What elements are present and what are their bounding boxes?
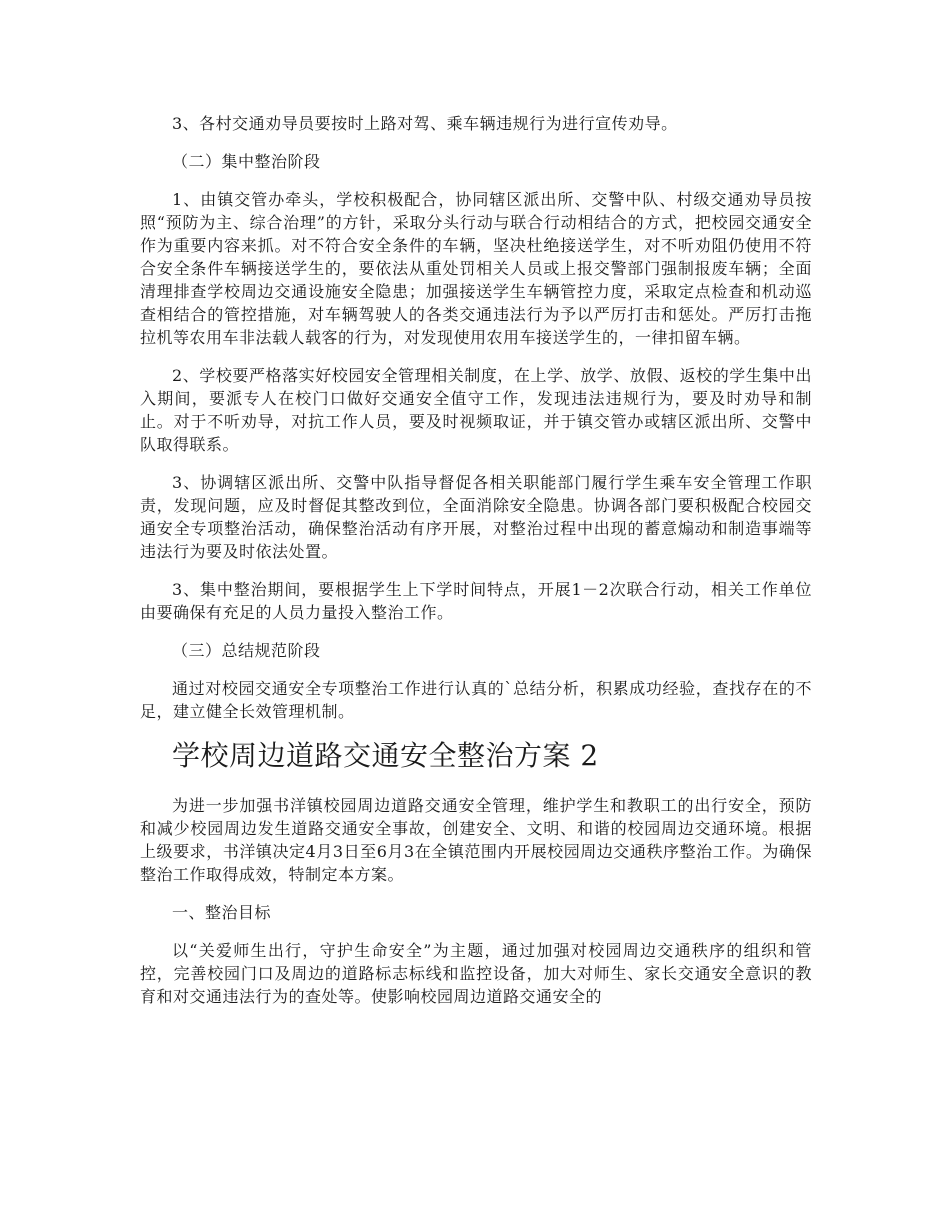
paragraph: 通过对校园交通安全专项整治工作进行认真的`总结分析，积累成功经验，查找存在的不足，建立健全长效管理机制。 <box>140 679 812 721</box>
paragraph: 3、各村交通劝导员要按时上路对驾、乘车辆违规行为进行宣传劝导。 <box>172 114 678 133</box>
paragraph: 为进一步加强书洋镇校园周边道路交通安全管理，维护学生和教职工的出行安全，预防和减少校园周边发生道路交通安全事故，创建安全、文明、和谐的校园周边交通环境。根据上级要求，书洋镇决定4月3日至6月3在全镇范围内开展校园周边交通秩序整治工作。为确保整治工作取得成效，特制定本方案。 <box>140 796 812 884</box>
subheading-stage-3: （三）总结规范阶段 <box>172 641 321 660</box>
paragraph: 以“关爱师生出行，守护生命安全”为主题，通过加强对校园周边交通秩序的组织和管控，完善校园门口及周边的道路标志标线和监控设备，加大对师生、家长交通安全意识的教育和对交通违法行为的查处等。使影响校园周边道路交通安全的 <box>140 941 812 1006</box>
paragraph: 3、集中整治期间，要根据学生上下学时间特点，开展1－2次联合行动，相关工作单位由要确保有充足的人员力量投入整治工作。 <box>140 580 812 622</box>
paragraph: 3、协调辖区派出所、交警中队指导督促各相关职能部门履行学生乘车安全管理工作职责，发现问题，应及时督促其整改到位，全面消除安全隐患。协调各部门要积极配合校园交通安全专项整治活动，确保整治活动有序开展，对整治过程中出现的蓄意煽动和制造事端等违法行为要及时依法处置。 <box>140 473 812 561</box>
subheading-stage-2: （二）集中整治阶段 <box>172 152 321 171</box>
document-body <box>140 112 812 1023</box>
paragraph: 2、学校要严格落实好校园安全管理相关制度，在上学、放学、放假、返校的学生集中出入期间，要派专人在校门口做好交通安全值守工作，发现违法违规行为，要及时劝导和制止。对于不听劝导，对抗工作人员，要及时视频取证，并于镇交管办或辖区派出所、交警中队取得联系。 <box>140 366 812 454</box>
section-title: 学校周边道路交通安全整治方案 2 <box>172 739 599 772</box>
paragraph: 1、由镇交管办牵头，学校积极配合，协同辖区派出所、交警中队、村级交通劝导员按照“预防为主、综合治理”的方针，采取分头行动与联合行动相结合的方式，把校园交通安全作为重要内容来抓。对不符合安全条件的车辆，坚决杜绝接送学生，对不听劝阻仍使用不符合安全条件车辆接送学生的，要依法从重处罚相关人员或上报交警部门强制报废车辆；全面清理排查学校周边交通设施安全隐患；加强接送学生车辆管控力度，采取定点检查和机动巡查相结合的管控措施，对车辆驾驶人的各类交通违法行为予以严厉打击和惩处。严厉打击拖拉机等农用车非法载人载客的行为，对发现使用农用车接送学生的，一律扣留车辆。 <box>140 190 812 347</box>
subheading-goals: 一、整治目标 <box>172 903 272 922</box>
